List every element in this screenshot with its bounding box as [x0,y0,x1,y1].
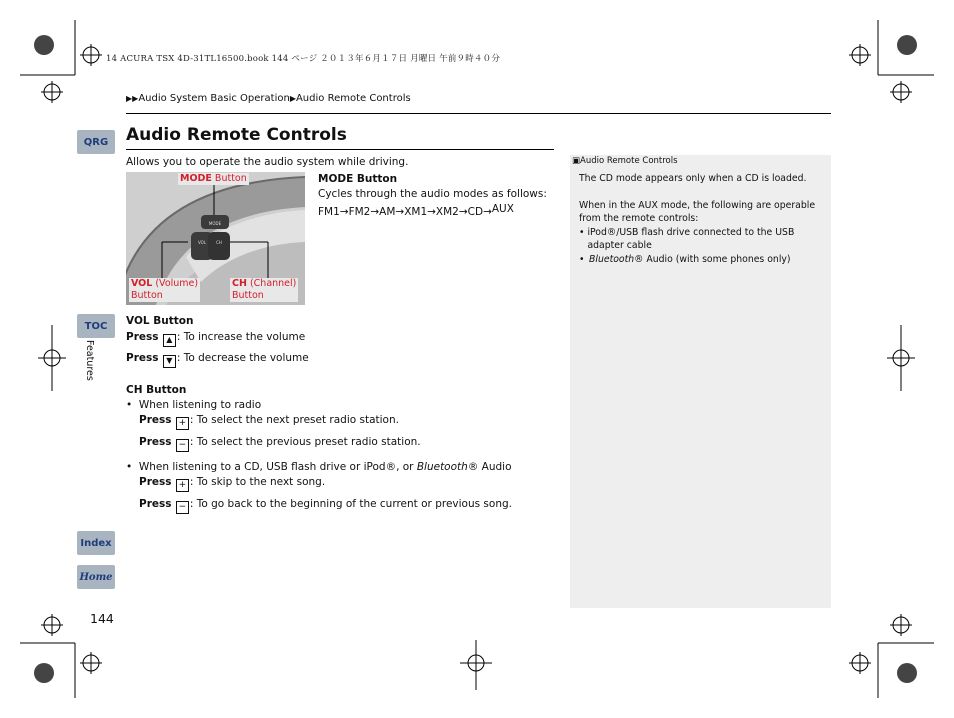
vol-down-line [126,351,546,368]
home-button[interactable]: Home [77,565,115,589]
section-label: Features [84,340,95,381]
sidebar-bullet-2: • Bluetooth® Audio (with some phones only) [579,254,791,265]
page-title: Audio Remote Controls [126,125,347,145]
ch-label-line2: Button [232,290,264,301]
title-rule [126,149,554,150]
ch-radio-minus-line [126,435,556,452]
sidebar-bullet-2-rest: ® Audio (with some phones only) [634,254,791,265]
press-label: Press [126,352,159,364]
ch-bullet-radio: • When listening to radio [126,399,262,411]
volume-up-icon: ▲ [163,334,176,347]
ch-section [126,383,556,514]
mode-label-rest: Button [211,173,247,184]
vol-section [126,314,546,368]
mode-sequence [318,202,554,220]
toc-tab[interactable]: TOC [77,314,115,338]
plus-icon: + [176,479,189,492]
press-label: Press [139,436,172,448]
volume-down-icon: ▼ [163,355,176,368]
press-label: Press [126,331,159,343]
mode-button-label [178,173,249,185]
mode-section [318,172,554,220]
steering-wheel-figure [126,172,305,305]
ch-song-plus-text: : To skip to the next song. [189,476,326,488]
ch-bullet-radio-text: When listening to radio [138,399,262,411]
minus-icon: − [176,501,189,514]
note-icon: ▣ [572,156,581,166]
ch-label-bold: CH [232,278,247,289]
vol-up-text: : To increase the volume [176,331,306,343]
mode-desc: Cycles through the audio modes as follows: [318,188,547,200]
press-label: Press [139,414,172,426]
svg-text:CH: CH [216,240,222,245]
vol-heading: VOL Button [126,315,194,327]
index-tab[interactable]: Index [77,531,115,555]
plus-icon: + [176,417,189,430]
vol-button-label [129,278,200,302]
minus-icon: − [176,439,189,452]
print-header: 14 ACURA TSX 4D-31TL16500.book 144 ページ ２０１３年６月１７日 月曜日 午前９時４０分 [106,54,501,64]
svg-text:VOL: VOL [197,240,207,245]
vol-label-rest: (Volume) [152,278,199,289]
top-rule [126,113,831,114]
sidebar-bullet-1: • iPod®/USB flash drive connected to the USB adapter cable [579,226,819,252]
sidebar-bullet-2-italic: Bluetooth [589,254,635,265]
sidebar-heading [572,156,678,166]
ch-button-label [230,278,298,302]
svg-text:MODE: MODE [208,221,222,226]
ch-radio-plus-text: : To select the next preset radio station. [189,414,399,426]
qrg-tab[interactable]: QRG [77,130,115,154]
breadcrumb-current[interactable]: Audio Remote Controls [295,93,411,104]
vol-down-text: : To decrease the volume [176,352,309,364]
sidebar-bullet-1-text: iPod®/USB flash drive connected to the USB adapter cable [587,227,795,251]
breadcrumb-sep: ▶ [289,94,296,103]
ch-bullet-audio-italic: Bluetooth [416,461,468,473]
vol-label-bold: VOL [131,278,153,289]
breadcrumb [126,93,411,104]
page-number: 144 [90,611,114,626]
breadcrumb-parent[interactable]: Audio System Basic Operation [138,93,290,104]
ch-bullet-audio: • When listening to a CD, USB flash drive or iPod®, or Bluetooth® Audio [126,461,512,473]
breadcrumb-arrow: ▶▶ [126,94,139,103]
sidebar-p2: When in the AUX mode, the following are operable from the remote controls: [579,200,816,224]
mode-heading: MODE Button [318,173,398,185]
sidebar-heading-text: Audio Remote Controls [580,156,678,166]
vol-label-line2: Button [131,290,163,301]
ch-label-rest: (Channel) [246,278,297,289]
press-label: Press [139,498,172,510]
ch-radio-plus-line [126,413,556,430]
ch-bullet-audio-b: ® Audio [467,461,512,473]
mode-sequence-end: AUX [491,203,514,215]
mode-sequence-text: FM1→FM2→AM→XM1→XM2→CD→ [318,206,492,218]
ch-song-plus-line [126,475,556,492]
ch-bullet-audio-a: When listening to a CD, USB flash drive or iPod®, or [138,461,417,473]
intro-text: Allows you to operate the audio system while driving. [126,156,409,168]
ch-radio-minus-text: : To select the previous preset radio station. [189,436,421,448]
ch-song-minus-text: : To go back to the beginning of the current or previous song. [189,498,512,510]
ch-song-minus-line [126,497,556,514]
ch-heading: CH Button [126,384,187,396]
mode-label-bold: MODE [180,173,212,184]
sidebar-p1: The CD mode appears only when a CD is loaded. [579,173,807,184]
press-label: Press [139,476,172,488]
vol-up-line [126,330,546,347]
